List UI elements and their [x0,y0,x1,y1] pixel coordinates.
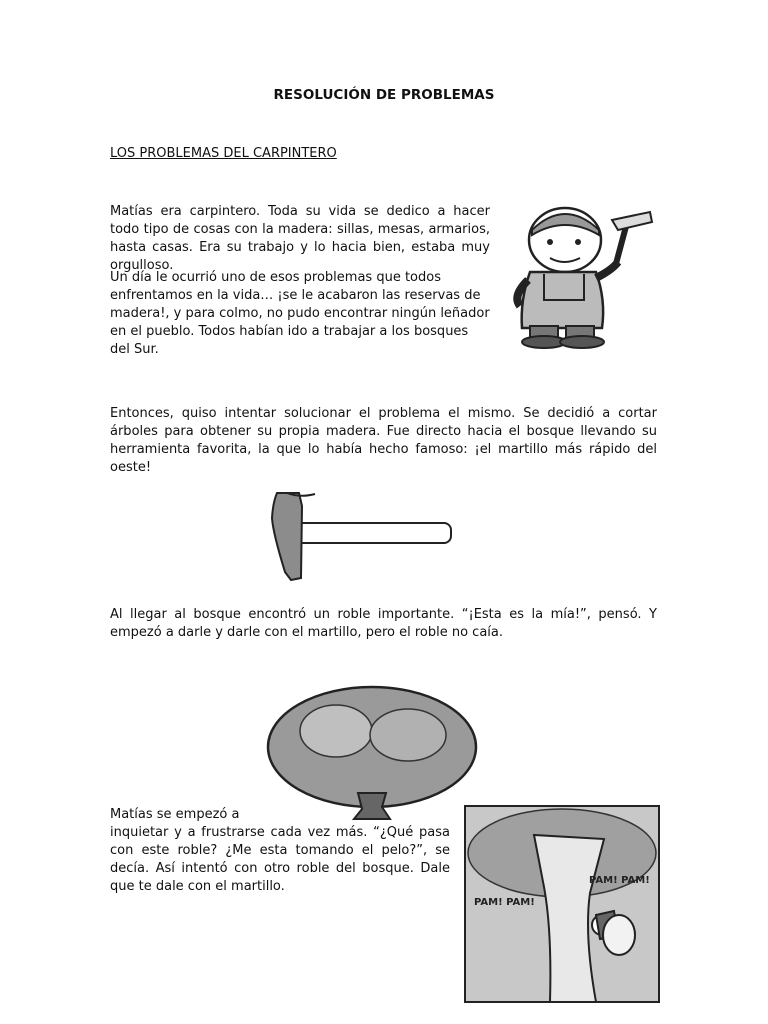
paragraph-1: Matías era carpintero. Toda su vida se dedico a hacer todo tipo de cosas con la madera: sillas, mesas, armarios, hasta casas. Era su trabajo y lo hacia bien, estaba muy orgulloso. [110,204,490,273]
oak-tree-illustration [258,683,486,823]
paragraph-2: Un día le ocurrió uno de esos problemas que todos enfrentamos en la vida… ¡se le acabaron las reservas de madera!, y para colmo, no pudo encontrar ningún leñador en el pueblo. Todos habían ido a trabajar a los bosques del Sur. [110,270,490,357]
cartoon-illustration [464,805,660,1003]
hammer-illustration [265,488,455,583]
sound-effect-left: PAM! PAM! [474,897,535,908]
paragraph-4: Al llegar al bosque encontró un roble importante. “¡Esta es la mía!”, pensó. Y empezó a darle y darle con el martillo, pero el roble no caía. [110,607,657,640]
paragraph-5-rest: inquietar y a frustrarse cada vez más. “¿Qué pasa con este roble? ¿Me esta tomando el pelo?”, se decía. Así intentó con otro roble del bosque. Dale que te dale con el martillo. [110,825,450,894]
paragraph-5-first-line: Matías se empezó a [110,807,240,822]
paragraph-3: Entonces, quiso intentar solucionar el problema el mismo. Se decidió a cortar árboles para obtener su propia madera. Fue directo hacia el bosque llevando su herramienta favorita, la que lo había hecho famoso: ¡el martillo más rápido del oeste! [110,406,657,475]
section-heading: LOS PROBLEMAS DEL CARPINTERO [110,146,337,161]
sound-effect-right: PAM! PAM! [589,875,650,886]
page-title: RESOLUCIÓN DE PROBLEMAS [273,87,495,103]
carpenter-illustration [500,200,660,350]
